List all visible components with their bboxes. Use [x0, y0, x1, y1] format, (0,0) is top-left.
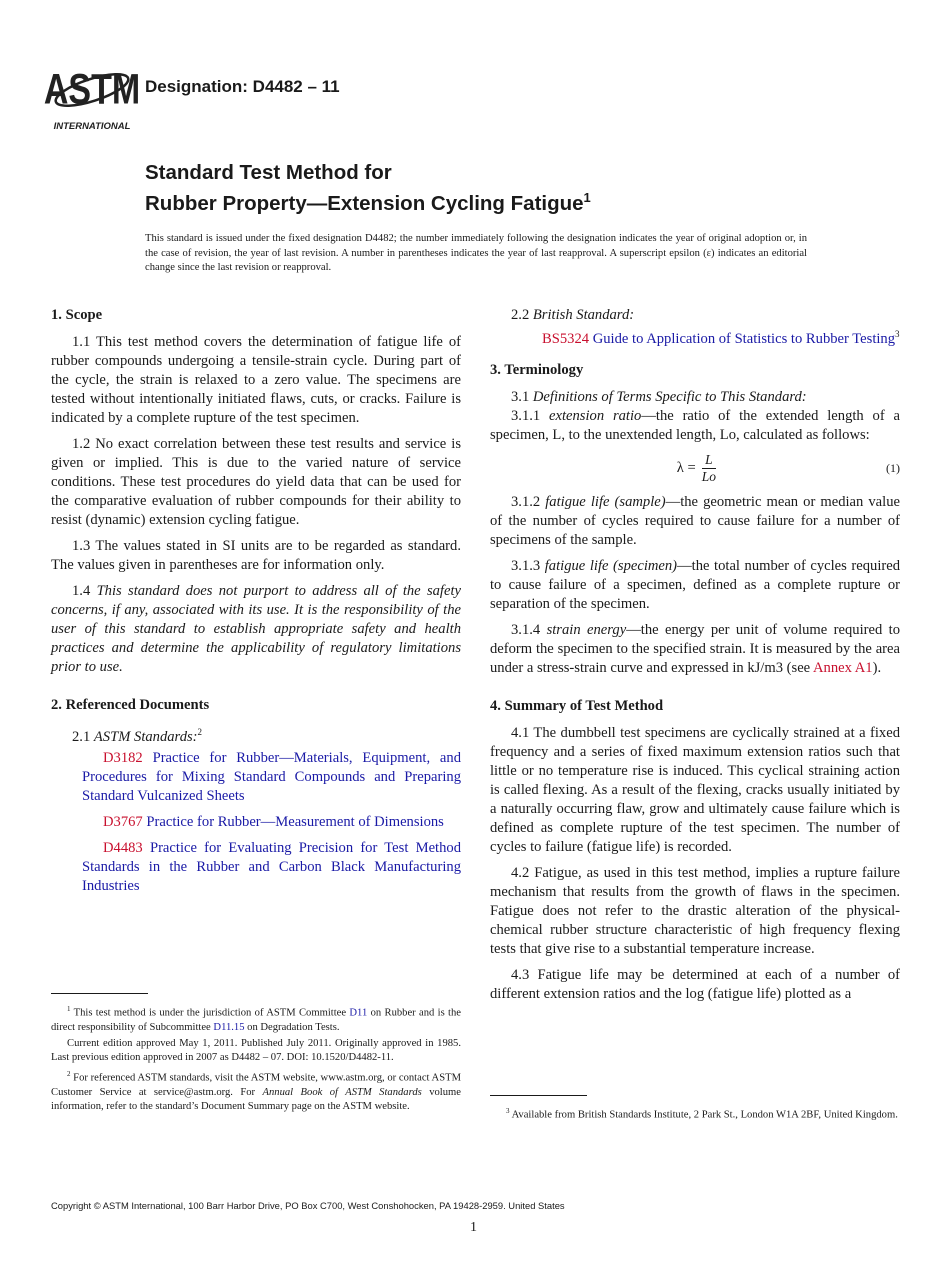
paragraph-1-4: 1.4 This standard does not purport to address all of the safety concerns, if any, associated with its use. It is the responsibility of the user of this standard to establish appropriate safety and health practices and determine the applicability of regulatory limitations prior to use. — [51, 583, 461, 675]
annex-a1-link[interactable]: Annex A1 — [813, 659, 873, 676]
equation-1: λ = $\frac{L}{Lo}$ (1) — [676, 452, 900, 485]
paragraph-3-1-4: 3.1.4 strain energy—the energy per unit of volume required to deform the specimen to the specified strain. It is measured by the area under a stress-strain curve and expressed in kJ/m3 (see Annex A1). — [490, 621, 900, 676]
svg-text:INTERNATIONAL: INTERNATIONAL — [53, 121, 131, 132]
paragraph-3-1-2: 3.1.2 fatigue life (sample)—the geometric mean or median value of the number of cycles required to cause failure for a number of specimens of the sample. — [490, 493, 900, 548]
intro-note: This standard is issued under the fixed designation D4482; the number immediately following the designation indicates the year of original adoption or, in the case of revision, the year of last revision. A number in parentheses indicates the year of last reapproval. A superscript epsilon (ε) indicates an editorial change since the last revision or reapproval. — [145, 233, 807, 273]
section-heading-referenced-documents: 2. Referenced Documents — [51, 697, 210, 713]
title-line-2: Rubber Property—Extension Cycling Fatigue — [145, 191, 584, 215]
section-heading-scope: 1. Scope — [51, 307, 103, 323]
paragraph-3-1-1: 3.1.1 extension ratio—the ratio of the extended length of a specimen, L, to the unextended length, Lo, calculated as follows: — [490, 407, 900, 443]
svg-text:ASTM: ASTM — [43, 66, 141, 114]
section-heading-terminology: 3. Terminology — [490, 361, 584, 378]
paragraph-4-1: 4.1 The dumbbell test specimens are cyclically strained at a fixed frequency and a series of fixed maximum extension ratios such that little or no temperature rise is induced. This cyclical straining action is called flexing. As a result of the flexing, cracks usually initiated by a naturally occurring flaw, grow and ultimately cause failure which is defined as complete rupture of the test specimen. The number of cycles to failure (fatigue life) is recorded. — [490, 724, 900, 855]
copyright-notice: Copyright © ASTM International, 100 Barr Harbor Drive, PO Box C700, West Conshohocken, PA 19428-2959. United States — [51, 1200, 565, 1211]
d11-15-link[interactable]: D11.15 — [213, 1021, 245, 1033]
paragraph-2-1: 2.1 ASTM Standards:$^2$ — [72, 727, 203, 745]
left-column — [51, 306, 461, 903]
ref-d4483[interactable]: D4483 Practice for Evaluating Precision for Test Method Standards in the Rubber and Carbon Black Manufacturing Industries — [82, 839, 461, 894]
document-title — [145, 160, 591, 216]
title-line-1: Standard Test Method for — [145, 161, 392, 184]
footnote-3: $^3$ Available from British Standards Institute, 2 Park St., London W1A 2BF, United Kingdom. — [506, 1107, 898, 1121]
footnote-divider — [490, 1095, 587, 1096]
footnote-divider — [51, 993, 148, 994]
footnotes-left — [51, 993, 461, 1116]
footnote-2: $^2$ For referenced ASTM standards, visit the ASTM website, www.astm.org, or contact ASTM Customer Service at service@astm.org. For Annual Book of ASTM Standards volume information, refer to the standard’s Document Summary page on the ASTM website. — [51, 1070, 461, 1113]
title-footnote-ref[interactable]: 1 — [583, 190, 591, 205]
ref-bs5324[interactable]: BS5324 Guide to Application of Statistics to Rubber Testing$^3$ — [542, 329, 900, 347]
paragraph-3-1: 3.1 Definitions of Terms Specific to This Standard: — [511, 388, 807, 405]
page-number: 1 — [470, 1220, 477, 1235]
paragraph-1-1: 1.1 This test method covers the determination of fatigue life of rubber compounds undergoing a tensile-strain cycle. During part of the cycle, the strain is relaxed to a zero value. The specimens are tested without intentionally initiated flaws, cuts, or cracks. Failure is indicated by a complete rupture of the test specimen. — [51, 334, 461, 426]
ref-d3767[interactable]: D3767 Practice for Rubber—Measurement of Dimensions — [103, 813, 444, 830]
footnotes-right — [490, 1095, 900, 1125]
right-column — [490, 306, 900, 1011]
section-heading-summary: 4. Summary of Test Method — [490, 697, 664, 714]
footnote-1: $^1$ This test method is under the jurisdiction of ASTM Committee D11 on Rubber and is the direct responsibility of Subcommittee D11.15 on Degradation Tests. — [51, 1005, 462, 1033]
designation: Designation: D4482 – 11 — [145, 77, 340, 96]
paragraph-1-3: 1.3 The values stated in SI units are to be regarded as standard. The values given in parentheses are for information only. — [51, 538, 461, 573]
ref-d3182[interactable]: D3182 Practice for Rubber—Materials, Equipment, and Procedures for Mixing Standard Compounds and Preparing Standard Vulcanized Sheets — [82, 749, 461, 804]
paragraph-1-2: 1.2 No exact correlation between these test results and service is given or implied. This is due to the varied nature of service conditions. These test procedures do yield data that can be used for the comparative evaluation of rubber compounds for their ability to resist (dynamic) extension cycling fatigue. — [51, 436, 461, 528]
paragraph-2-2: 2.2 British Standard: — [511, 307, 635, 323]
paragraph-3-1-3: 3.1.3 fatigue life (specimen)—the total number of cycles required to cause failure of a specimen, defined as a complete rupture or separation of the specimen. — [490, 557, 901, 612]
d11-link[interactable]: D11 — [349, 1007, 368, 1019]
astm-logo — [43, 60, 141, 132]
paragraph-4-3: 4.3 Fatigue life may be determined at each of a number of different extension ratios and the log (fatigue life) plotted as a — [490, 966, 900, 1002]
paragraph-4-2: 4.2 Fatigue, as used in this test method, implies a rupture failure mechanism that results from the growth of flaws in the specimen. Fatigue does not refer to the drastic alteration of the physical-chemical rubber structure characteristic of high frequency flexing tests that give rise to a substantial temperature increase. — [490, 864, 900, 957]
footnote-1-edition: Current edition approved May 1, 2011. Published July 2011. Originally approved in 1985. Last previous edition approved in 2007 as D4482 – 07. DOI: 10.1520/D4482-11. — [51, 1037, 461, 1064]
